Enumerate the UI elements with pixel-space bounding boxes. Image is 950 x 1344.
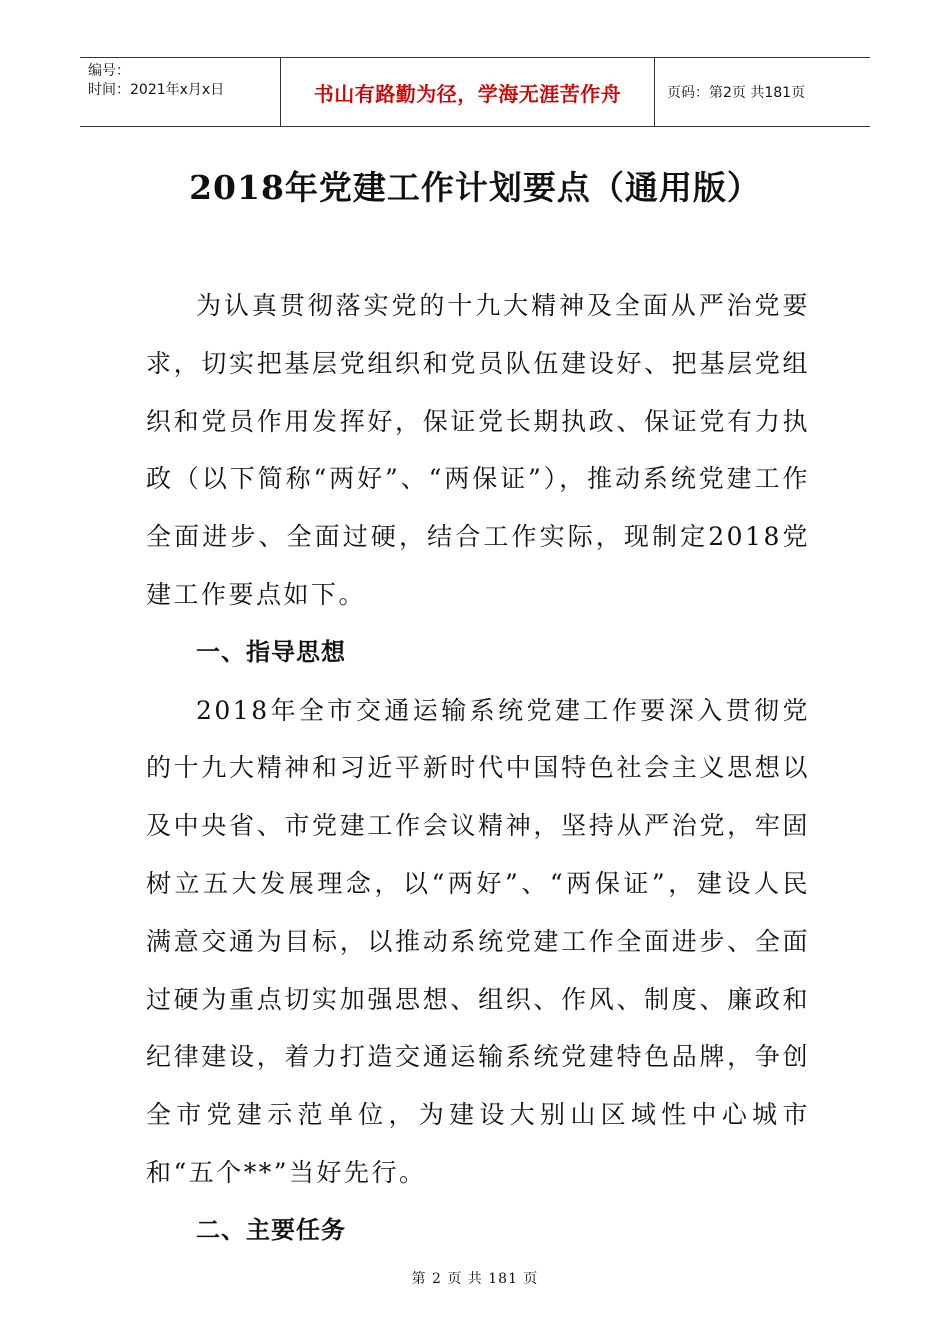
document-date: 时间：2021年x月x日	[88, 82, 225, 98]
page-header	[80, 57, 870, 127]
header-page-info: 页码：第2页 共181页	[667, 85, 806, 101]
intro-paragraph: 为认真贯彻落实党的十九大精神及全面从严治党要求，切实把基层党组织和党员队伍建设好、把基层党组织和党员作用发挥好，保证党长期执政、保证党有力执政（以下简称“两好”、“两保证”），推动系统党建工作全面进步、全面过硬，结合工作实际，现制定2018党建工作要点如下。	[146, 291, 810, 609]
header-motto: 书山有路勤为径，学海无涯苦作舟	[313, 81, 622, 106]
document-title: 2018年党建工作计划要点（通用版）	[189, 168, 761, 207]
header-page-cell	[655, 58, 870, 126]
document-body	[146, 277, 810, 1260]
page-footer: 第 2 页 共 181 页	[411, 1271, 539, 1287]
section-heading-main-tasks: 二、主要任务	[196, 1215, 346, 1244]
header-motto-cell	[281, 58, 655, 126]
guiding-ideology-paragraph: 2018年全市交通运输系统党建工作要深入贯彻党的十九大精神和习近平新时代中国特色社会主义思想以及中央省、市党建工作会议精神，坚持从严治党，牢固树立五大发展理念，以“两好”、“两保证”，建设人民满意交通为目标，以推动系统党建工作全面进步、全面过硬为重点切实加强思想、组织、作风、制度、廉政和纪律建设，着力打造交通运输系统党建特色品牌，争创全市党建示范单位，为建设大别山区域性中心城市和“五个**”当好先行。	[146, 695, 810, 1187]
header-meta-cell	[80, 58, 281, 126]
document-number-label: 编号：	[88, 63, 130, 79]
section-heading-guiding-ideology: 一、指导思想	[196, 637, 346, 666]
